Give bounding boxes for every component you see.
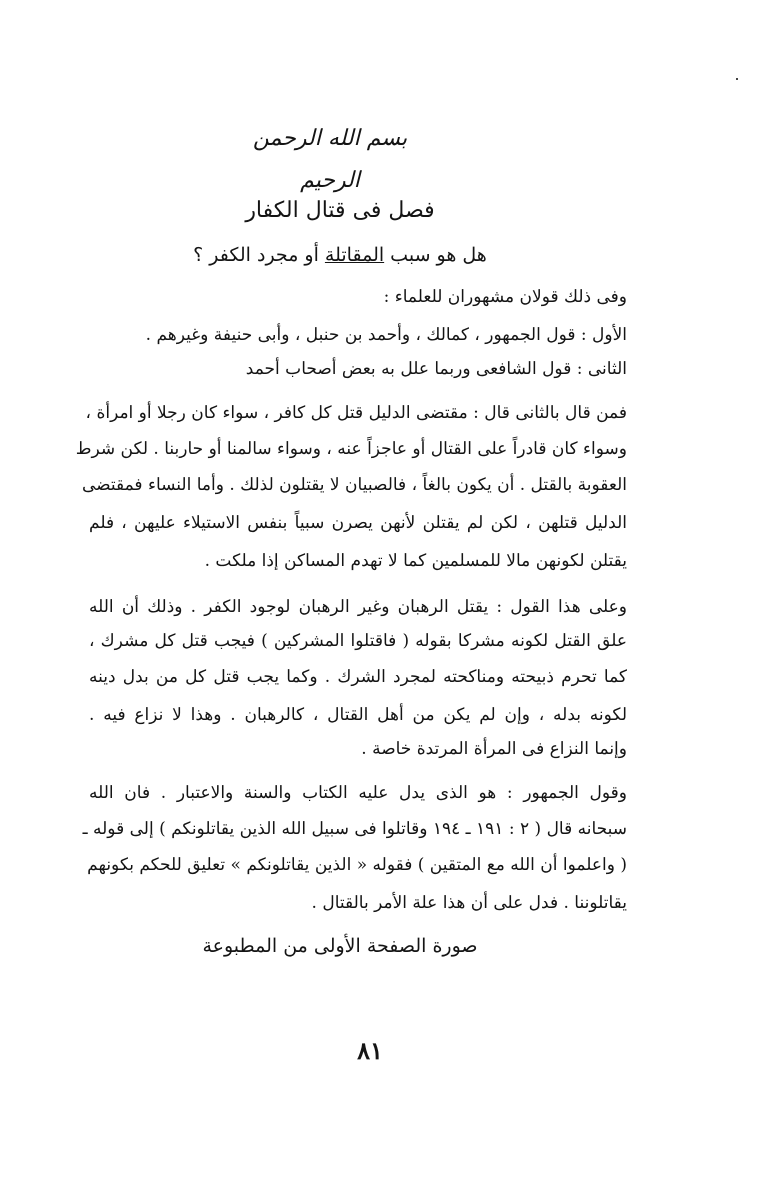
text-line-10: علق القتل لكونه مشركا بقوله ( فاقتلوا المشركين ) فيجب قتل كل مشرك ،: [89, 631, 627, 651]
text-line-15: سبحانه قال ( ٢ : ١٩١ ـ ١٩٤ وقاتلوا فى سبيل الله الذين يقاتلونكم ) إلى قوله ـ: [82, 819, 627, 839]
figure-caption: صورة الصفحة الأولى من المطبوعة: [202, 935, 478, 957]
basmala-calligraphy: بسم الله الرحمن الرحيم: [252, 126, 408, 193]
chapter-title: فصل فى قتال الكفار: [245, 198, 435, 223]
text-line-4: فمن قال بالثانى قال : مقتضى الدليل قتل كل كافر ، سواء كان رجلا أو امرأة ،: [85, 403, 627, 423]
text-line-5: وسواء كان قادراً على القتال أو عاجزاً عنه ، وسواء سالمنا أو حاربنا . لكن شرط: [75, 439, 627, 459]
text-line-12: لكونه بدله ، وإن لم يكن من أهل القتال ، كالرهبان . وهذا لا نزاع فيه .: [89, 705, 627, 725]
subtitle-underlined-word: المقاتلة: [324, 244, 385, 266]
subtitle-suffix: أو مجرد الكفر ؟: [193, 244, 325, 266]
text-line-11: كما تحرم ذبيحته ومناكحته لمجرد الشرك . وكما يجب قتل كل من بدل دينه: [89, 667, 627, 687]
text-line-13: وإنما النزاع فى المرأة المرتدة خاصة .: [361, 739, 627, 759]
text-line-2: الأول : قول الجمهور ، كمالك ، وأحمد بن حنبل ، وأبى حنيفة وغيرهم .: [145, 325, 627, 345]
chapter-subtitle: [0, 240, 680, 270]
text-line-8: يقتلن لكونهن مالا للمسلمين كما لا تهدم المساكن إذا ملكت .: [204, 551, 627, 571]
subtitle-prefix: هل هو سبب: [384, 244, 487, 266]
text-line-17: يقاتلوننا . فدل على أن هذا علة الأمر بالقتال .: [311, 893, 627, 913]
page-number: ٨١: [357, 1036, 383, 1065]
corner-mark: [736, 78, 738, 80]
text-line-9: وعلى هذا القول : يقتل الرهبان وغير الرهبان لوجود الكفر . وذلك أن الله: [89, 597, 627, 617]
text-line-6: العقوبة بالقتل . أن يكون بالغاً ، فالصبيان لا يقتلون لذلك . وأما النساء فمقتضى: [81, 475, 627, 495]
text-line-16: ( واعلموا أن الله مع المتقين ) فقوله « الذين يقاتلونكم » تعليق للحكم بكونهم: [87, 855, 627, 875]
text-line-3: الثانى : قول الشافعى وربما علل به بعض أصحاب أحمد: [245, 359, 627, 379]
text-line-7: الدليل قتلهن ، لكن لم يقتلن لأنهن يصرن سبياً بنفس الاستيلاء عليهن ، فلم: [89, 513, 627, 533]
text-line-14: وقول الجمهور : هو الذى يدل عليه الكتاب والسنة والاعتبار . فان الله: [89, 783, 627, 803]
text-line-1: وفى ذلك قولان مشهوران للعلماء :: [383, 287, 627, 307]
